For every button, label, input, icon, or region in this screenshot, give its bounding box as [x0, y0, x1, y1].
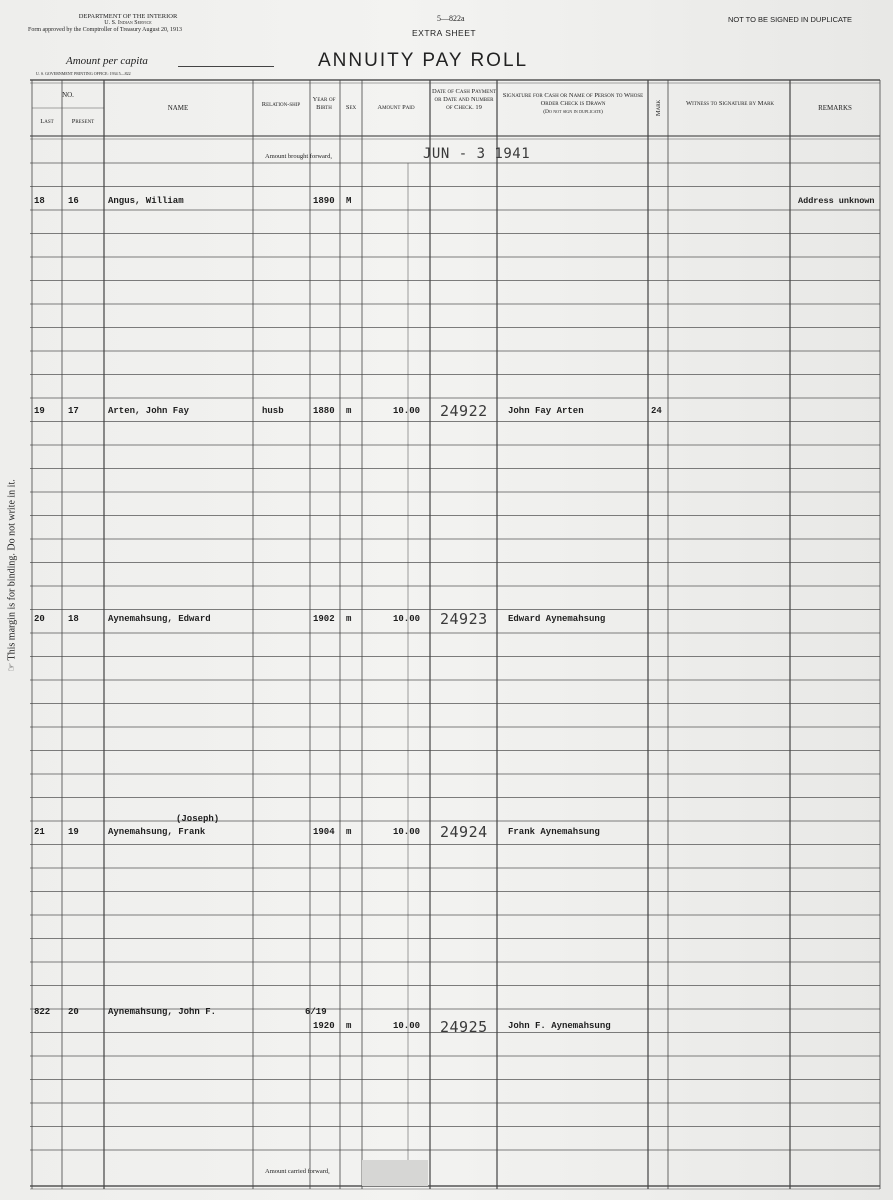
entry-check-number: 24924 [440, 823, 488, 841]
printing-office: U. S. GOVERNMENT PRINTING OFFICE: 1934 5—822 [36, 71, 131, 76]
entry-remarks: Address unknown [798, 196, 875, 206]
entry-signature: Edward Aynemahsung [508, 614, 606, 624]
entry-present-number: 16 [68, 196, 79, 206]
entry-last-number: 18 [34, 196, 45, 206]
entry-present-number: 20 [68, 1007, 79, 1017]
binding-margin-note: ☞ This margin is for binding. Do not write in it. [6, 479, 18, 672]
entry-name: Aynemahsung, Edward [108, 614, 211, 624]
entry-year: 1920 [313, 1021, 335, 1031]
department-name: DEPARTMENT OF THE INTERIOR [78, 13, 178, 20]
entry-amount: 10.00 [393, 1021, 421, 1031]
col-last: Last [40, 118, 54, 125]
col-signature-label: Signature for Cash or Name of Person to Whose Order Check is Drawn [502, 92, 644, 107]
entry-sex: m [346, 406, 352, 416]
date-stamp: JUN - 3 1941 [423, 146, 531, 162]
entry-relationship: husb [262, 406, 284, 416]
entry-year: 1890 [313, 196, 335, 206]
col-name: NAME [167, 104, 189, 112]
entry-name-note: (Joseph) [176, 814, 220, 824]
amount-carried-forward: Amount carried forward, [265, 1168, 330, 1175]
col-sex: Sex [345, 104, 357, 111]
amount-brought-forward: Amount brought forward, [265, 153, 332, 160]
entry-name: Angus, William [108, 196, 184, 206]
col-signature [498, 92, 648, 116]
col-date: Date of Cash Payment or Date and Number of Check. 19 [432, 88, 497, 111]
col-year: Year of Birth [312, 96, 336, 111]
form-number: 5—822a [437, 14, 465, 23]
entry-last-number: 21 [34, 827, 45, 837]
duplicate-notice: NOT TO BE SIGNED IN DUPLICATE [728, 15, 853, 24]
entry-amount: 10.00 [393, 406, 421, 416]
entry-last-number: 20 [34, 614, 45, 624]
entry-amount: 10.00 [393, 827, 421, 837]
service-name: U. S. Indian Service [104, 20, 152, 26]
entry-sex: M [346, 196, 352, 206]
sheet-type: EXTRA SHEET [412, 28, 477, 38]
entry-name: Aynemahsung, John F. [108, 1007, 217, 1017]
entry-mark: 24 [651, 406, 662, 416]
entry-sex: m [346, 614, 352, 624]
page-title: ANNUITY PAY ROLL [318, 50, 529, 71]
entry-signature: John F. Aynemahsung [508, 1021, 611, 1031]
entry-year: 1902 [313, 614, 335, 624]
entry-check-number: 24922 [440, 402, 488, 420]
approval-line: Form approved by the Comptroller of Treasury August 20, 1913 [28, 27, 182, 33]
entry-check-number: 24925 [440, 1018, 488, 1036]
entry-name: Aynemahsung, Frank [108, 827, 206, 837]
entry-check-number: 24923 [440, 610, 488, 628]
col-remarks: REMARKS [818, 104, 852, 112]
col-relationship: Relation-ship [261, 101, 301, 108]
col-no: NO. [62, 91, 74, 99]
col-present: Present [71, 118, 95, 125]
entry-present-number: 18 [68, 614, 79, 624]
col-amount: Amount Paid [377, 104, 415, 111]
amount-per-capita-label: Amount per capita [66, 55, 148, 67]
entry-year-note: 6/19 [305, 1007, 327, 1017]
col-signature-note: (Do not sign in duplicate) [543, 109, 603, 115]
entry-year: 1880 [313, 406, 335, 416]
entry-name: Arten, John Fay [108, 406, 190, 416]
entry-signature: Frank Aynemahsung [508, 827, 600, 837]
entry-year: 1904 [313, 827, 335, 837]
entry-last-number: 822 [34, 1007, 51, 1017]
col-mark: Mark [655, 99, 662, 117]
entry-sex: m [346, 1021, 352, 1031]
entry-signature: John Fay Arten [508, 406, 584, 416]
entry-last-number: 19 [34, 406, 45, 416]
entry-amount: 10.00 [393, 614, 421, 624]
entry-present-number: 19 [68, 827, 79, 837]
entry-present-number: 17 [68, 406, 79, 416]
col-witness: Witness to Signature by Mark [685, 100, 775, 107]
entry-sex: m [346, 827, 352, 837]
